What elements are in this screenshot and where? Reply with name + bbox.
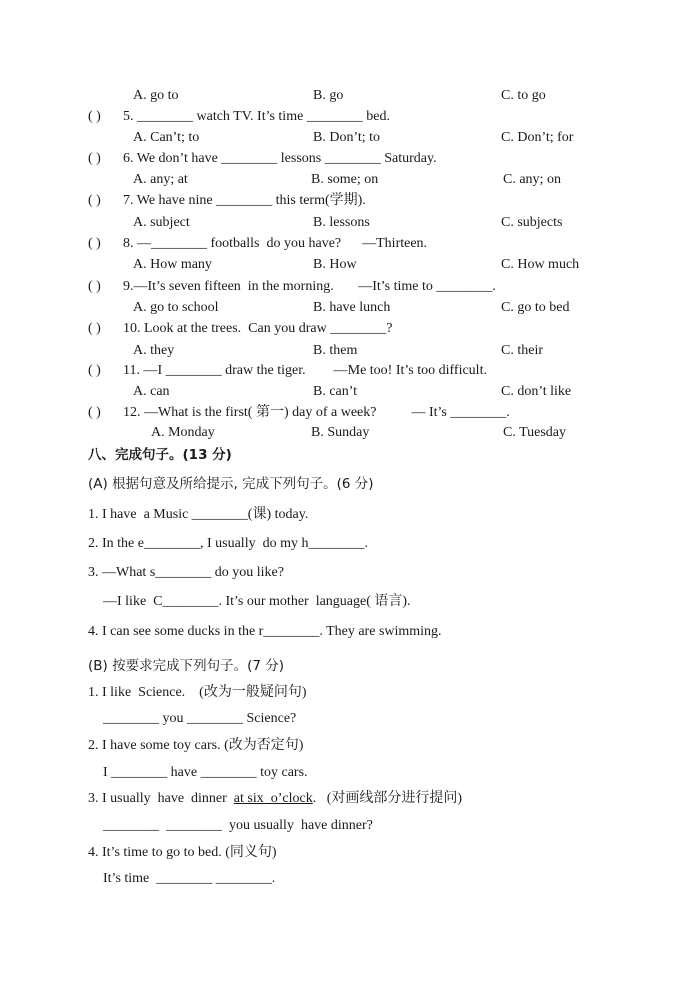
8a-item-2: 2. In the e________, I usually do my h________. [88,536,368,551]
8b-item-3 [88,791,462,807]
8b-item-3-suffix: . (对画线部分进行提问) [312,791,463,806]
q7-option-c: C. subjects [501,215,563,230]
q12-option-a: A. Monday [151,425,215,440]
section-8-title: 八、完成句子。(13 分) [88,447,232,463]
q5-option-b: B. Don’t; to [313,130,381,145]
q10-option-b: B. them [313,343,358,358]
q7-answer-paren: ( ) [88,193,101,208]
8a-item-1: 1. I have a Music ________(课) today. [88,507,309,522]
q9-answer-paren: ( ) [88,279,101,294]
8b-item-4-answer-line: It’s time ________ ________. [103,871,276,886]
q10-stem: 10. Look at the trees. Can you draw ________? [123,321,393,336]
q8-answer-paren: ( ) [88,236,101,251]
8b-item-1: 1. I like Science. (改为一般疑问句) [88,685,307,700]
8b-item-2-answer-line: I ________ have ________ toy cars. [103,765,308,780]
8b-item-1-answer-line: ________ you ________ Science? [103,711,297,726]
section-8b-title: (B) 按要求完成下列句子。(7 分) [88,658,285,674]
q10-answer-paren: ( ) [88,321,101,336]
q10-option-a: A. they [133,343,175,358]
q4-option-a: A. go to [133,88,179,103]
q7-option-a: A. subject [133,215,190,230]
q5-stem: 5. ________ watch TV. It’s time ________ bed. [123,109,391,124]
q5-answer-paren: ( ) [88,109,101,124]
8b-item-3-prefix: 3. I usually have dinner [88,791,234,806]
q12-answer-paren: ( ) [88,405,101,420]
q6-option-a: A. any; at [133,172,188,187]
q12-option-b: B. Sunday [311,425,370,440]
q6-option-c: C. any; on [503,172,561,187]
q5-option-a: A. Can’t; to [133,130,200,145]
q11-answer-paren: ( ) [88,363,101,378]
q8-stem: 8. —________ footballs do you have? —Thirteen. [123,236,428,251]
q11-option-b: B. can’t [313,384,358,399]
8a-item-3-answer-line: —I like C________. It’s our mother language( 语言). [103,594,411,609]
q4-option-c: C. to go [501,88,546,103]
q12-stem: 12. —What is the first( 第一) day of a week? — It’s ________. [123,405,510,420]
8a-item-4: 4. I can see some ducks in the r________. They are swimming. [88,624,442,639]
q7-stem: 7. We have nine ________ this term(学期). [123,193,366,208]
q5-option-c: C. Don’t; for [501,130,574,145]
q11-option-c: C. don’t like [501,384,572,399]
q8-option-b: B. How [313,257,357,272]
q6-stem: 6. We don’t have ________ lessons ________ Saturday. [123,151,437,166]
q11-option-a: A. can [133,384,170,399]
8b-item-2: 2. I have some toy cars. (改为否定句) [88,738,304,753]
q7-option-b: B. lessons [313,215,370,230]
q8-option-a: A. How many [133,257,212,272]
q6-answer-paren: ( ) [88,151,101,166]
q8-option-c: C. How much [501,257,580,272]
q9-option-b: B. have lunch [313,300,391,315]
q10-option-c: C. their [501,343,543,358]
8b-item-3-underlined-phrase: at six o’clock [233,791,313,806]
q9-stem: 9.—It’s seven fifteen in the morning. —It’s time to ________. [123,279,496,294]
q6-option-b: B. some; on [311,172,379,187]
q9-option-a: A. go to school [133,300,219,315]
8b-item-3-answer-line: ________ ________ you usually have dinner? [103,818,373,833]
q4-option-b: B. go [313,88,344,103]
q9-option-c: C. go to bed [501,300,570,315]
8b-item-4: 4. It’s time to go to bed. (同义句) [88,845,277,860]
section-8a-title: (A) 根据句意及所给提示, 完成下列句子。(6 分) [88,476,374,492]
q12-option-c: C. Tuesday [503,425,567,440]
q11-stem: 11. —I ________ draw the tiger. —Me too! It’s too difficult. [123,363,487,378]
8a-item-3: 3. —What s________ do you like? [88,565,284,580]
